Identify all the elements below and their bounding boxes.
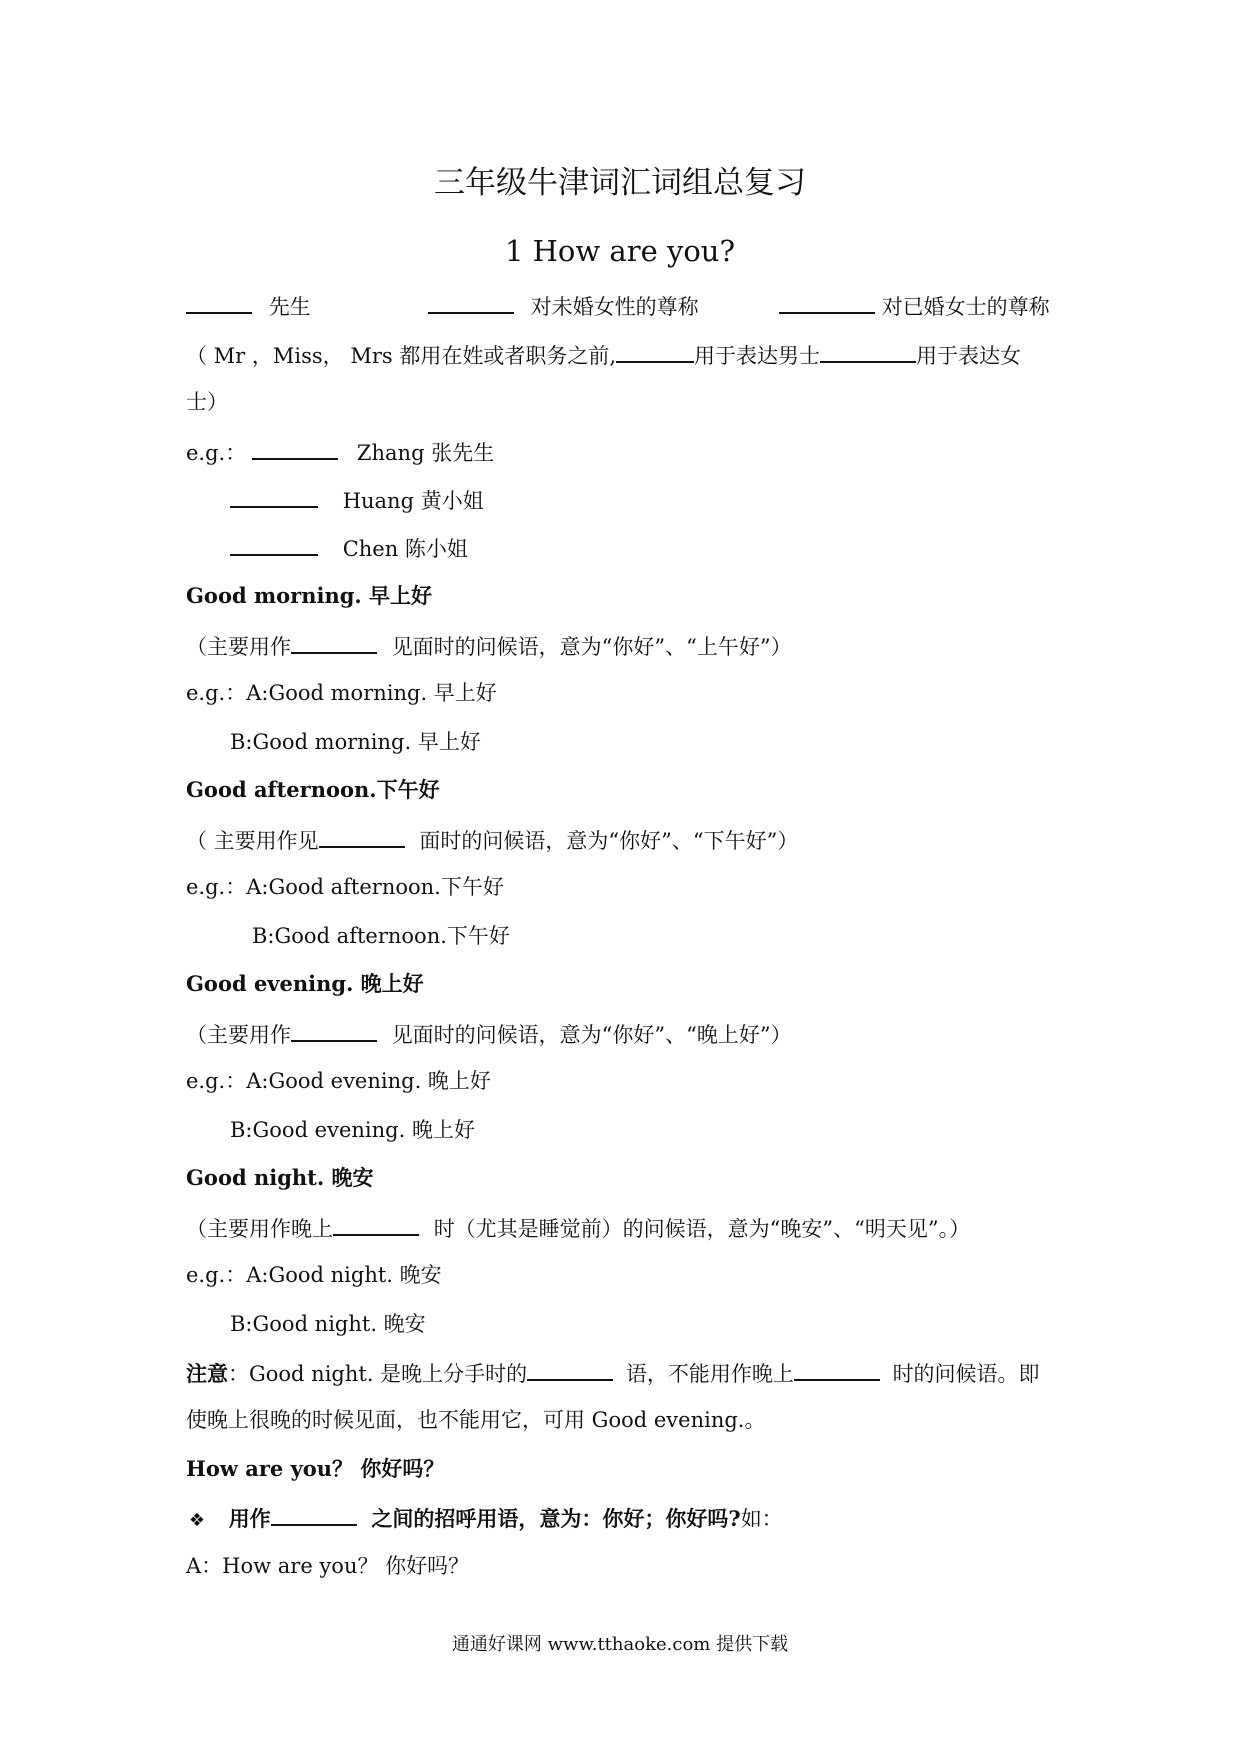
diamond-bullet-icon: ❖ (188, 1510, 206, 1531)
vocab-mrs-line (779, 292, 1050, 320)
usage-note-male: 用于表达男士 (694, 344, 821, 368)
blank[interactable] (186, 292, 252, 314)
attention-note-cont: 使晚上很晚的时候见面，也不能用它，可用 Good evening.。 (186, 1408, 766, 1432)
vocab-mr: 先生 (268, 295, 311, 319)
blank[interactable] (230, 486, 318, 508)
example-3 (230, 534, 468, 562)
example-2 (230, 486, 484, 514)
usage-note-text: （ Mr ，Miss， Mrs 都用在姓或者职务之前, (186, 344, 617, 368)
note-how-are-you (186, 1504, 783, 1534)
note-text: 时（尤其是睡觉前）的问候语，意为“晚安”、“明天见”。） (433, 1217, 971, 1241)
example-gn-b: B:Good night. 晚安 (230, 1312, 426, 1336)
section-title: 1 How are you? (504, 234, 736, 268)
blank[interactable] (252, 438, 338, 460)
note-text: 时的问候语。即 (892, 1362, 1040, 1386)
example-1 (186, 438, 494, 466)
example-hay-a: A：How are you？ 你好吗？ (186, 1554, 470, 1578)
page-footer: 通通好课网 www.tthaoke.com 提供下载 (451, 1634, 789, 1655)
blank[interactable] (527, 1359, 613, 1381)
vocab-mrs: 对已婚女士的尊称 (881, 295, 1050, 319)
heading-good-evening: Good evening. 晚上好 (186, 971, 424, 996)
heading-good-morning: Good morning. 早上好 (186, 583, 433, 608)
usage-note-line (186, 341, 1021, 369)
note-text: （ 主要用作见 (186, 829, 319, 853)
blank[interactable] (333, 1214, 419, 1236)
note-good-afternoon (186, 826, 798, 854)
usage-note-end: 士） (186, 390, 228, 414)
blank[interactable] (291, 1020, 377, 1042)
blank[interactable] (428, 292, 514, 314)
note-text: 之间的招呼用语，意为：你好；你好吗? (371, 1506, 741, 1531)
note-text: 见面时的问候语，意为“你好”、“晚上好”） (391, 1023, 792, 1047)
blank[interactable] (291, 632, 377, 654)
vocab-line-1 (186, 292, 311, 320)
blank[interactable] (271, 1504, 357, 1526)
note-text: （主要用作 (186, 635, 291, 659)
example-gn-a: e.g.：A:Good night. 晚安 (186, 1263, 442, 1287)
note-text: （主要用作 (186, 1023, 291, 1047)
example-gm-b: B:Good morning. 早上好 (230, 730, 481, 754)
usage-note-female: 用于表达女 (916, 344, 1022, 368)
blank[interactable] (616, 341, 694, 363)
attention-label: 注意 (186, 1361, 228, 1386)
note-text: 语，不能用作晚上 (625, 1362, 794, 1386)
heading-how-are-you: How are you？ 你好吗？ (186, 1456, 445, 1481)
note-text: 如： (740, 1507, 783, 1531)
example-ga-b: B:Good afternoon.下午好 (252, 924, 510, 948)
page-title: 三年级牛津词汇词组总复习 (434, 165, 806, 201)
note-text: 面时的问候语，意为“你好”、“下午好”） (419, 829, 799, 853)
example-prefix: e.g.： (186, 441, 247, 465)
attention-note (186, 1359, 1040, 1387)
heading-good-night: Good night. 晚安 (186, 1165, 374, 1190)
blank[interactable] (319, 826, 405, 848)
note-good-night (186, 1214, 970, 1242)
blank[interactable] (230, 534, 318, 556)
example-text: Chen 陈小姐 (342, 537, 468, 561)
example-text: Huang 黄小姐 (342, 489, 484, 513)
vocab-miss: 对未婚女性的尊称 (530, 295, 699, 319)
example-ge-b: B:Good evening. 晚上好 (230, 1118, 475, 1142)
heading-good-afternoon: Good afternoon.下午好 (186, 777, 440, 802)
example-ge-a: e.g.：A:Good evening. 晚上好 (186, 1069, 491, 1093)
vocab-miss-line (428, 292, 699, 320)
example-text: Zhang 张先生 (356, 441, 495, 465)
example-ga-a: e.g.：A:Good afternoon.下午好 (186, 875, 504, 899)
note-text: 用作 (228, 1506, 271, 1531)
blank[interactable] (794, 1359, 880, 1381)
note-text: ：Good night. 是晚上分手时的 (228, 1362, 528, 1386)
note-good-evening (186, 1020, 792, 1048)
blank[interactable] (779, 292, 875, 314)
note-text: （主要用作晚上 (186, 1217, 333, 1241)
note-text: 见面时的问候语，意为“你好”、“上午好”） (391, 635, 792, 659)
note-good-morning (186, 632, 792, 660)
blank[interactable] (820, 341, 916, 363)
example-gm-a: e.g.：A:Good morning. 早上好 (186, 681, 497, 705)
